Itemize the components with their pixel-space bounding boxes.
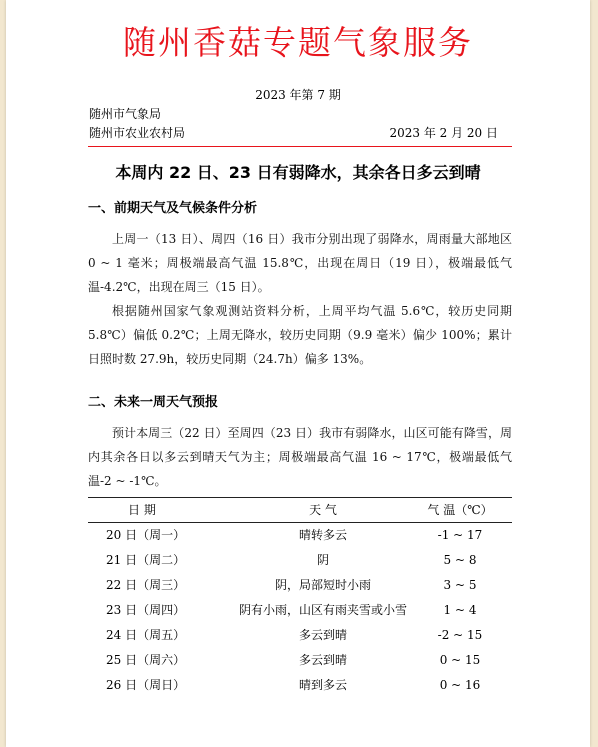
document-page xyxy=(6,0,590,747)
cell-temperature: 1 ~ 4 xyxy=(443,602,477,617)
headline: 本周内 22 日、23 日有弱降水，其余各日多云到晴 xyxy=(115,163,481,182)
cell-date: 25 日（周六） xyxy=(106,653,186,667)
table-row xyxy=(88,572,512,597)
issue-date: 2023 年 2 月 20 日 xyxy=(389,126,498,140)
section-heading-forecast: 二、未来一周天气预报 xyxy=(88,395,219,410)
section-heading-past: 一、前期天气及气候条件分析 xyxy=(88,201,258,216)
cell-date: 24 日（周五） xyxy=(106,628,186,642)
col-header-weather: 天 气 xyxy=(309,503,337,517)
document-title: 随州香菇专题气象服务 xyxy=(123,23,473,62)
paragraph-past-weather: 上周一（13 日）、周四（16 日）我市分别出现了弱降水，周雨量大部地区 0 ~ 1 毫米；周极端最高气温 15.8℃，出现在周日（19 日），极端最低气温-4.2℃，出现在周三（15 日）。 xyxy=(88,232,512,294)
table-row xyxy=(88,672,512,697)
table-row xyxy=(88,547,512,572)
cell-temperature: 0 ~ 15 xyxy=(439,652,481,667)
cell-temperature: 0 ~ 16 xyxy=(439,677,481,692)
issuer-agriculture-bureau: 随州市农业农村局 xyxy=(89,126,186,140)
paragraph-climate-analysis: 根据随州国家气象观测站资料分析，上周平均气温 5.6℃，较历史同期 5.8℃）偏低 0.2℃；上周无降水，较历史同期（9.9 毫米）偏少 100%；累计日照时数 27.9h，较历史同期（24.7h）偏多 13%。 xyxy=(88,304,512,366)
cell-date: 23 日（周四） xyxy=(106,603,186,617)
cell-weather: 多云到晴 xyxy=(298,628,347,642)
cell-weather: 阴有小雨，山区有雨夹雪或小雪 xyxy=(238,603,407,617)
paragraph-forecast: 预计本周三（22 日）至周四（23 日）我市有弱降水，山区可能有降雪，周内其余各日以多云到晴天气为主；周极端最高气温 16 ~ 17℃，极端最低气温-2 ~ -1℃。 xyxy=(88,426,512,488)
cell-date: 26 日（周日） xyxy=(106,678,186,692)
cell-weather: 阴 xyxy=(316,553,329,567)
table-row xyxy=(88,522,512,547)
cell-weather: 晴到多云 xyxy=(298,678,347,692)
cell-weather: 阴，局部短时小雨 xyxy=(274,578,371,592)
cell-temperature: -1 ~ 17 xyxy=(437,527,483,542)
cell-date: 22 日（周三） xyxy=(106,578,186,592)
cell-date: 21 日（周二） xyxy=(106,553,186,567)
col-header-date: 日 期 xyxy=(128,503,156,517)
col-header-temperature: 气 温（℃） xyxy=(427,503,493,517)
cell-temperature: 5 ~ 8 xyxy=(443,552,477,567)
issue-number: 2023 年第 7 期 xyxy=(255,88,341,102)
forecast-table xyxy=(88,497,512,697)
cell-temperature: 3 ~ 5 xyxy=(443,577,477,592)
table-row xyxy=(88,622,512,647)
cell-weather: 晴转多云 xyxy=(298,528,347,542)
table-row xyxy=(88,647,512,672)
issuer-weather-bureau: 随州市气象局 xyxy=(89,107,162,121)
header-divider xyxy=(88,146,512,147)
cell-temperature: -2 ~ 15 xyxy=(437,627,483,642)
cell-weather: 多云到晴 xyxy=(298,653,347,667)
table-header-row xyxy=(88,497,512,522)
cell-date: 20 日（周一） xyxy=(106,528,186,542)
table-row xyxy=(88,597,512,622)
